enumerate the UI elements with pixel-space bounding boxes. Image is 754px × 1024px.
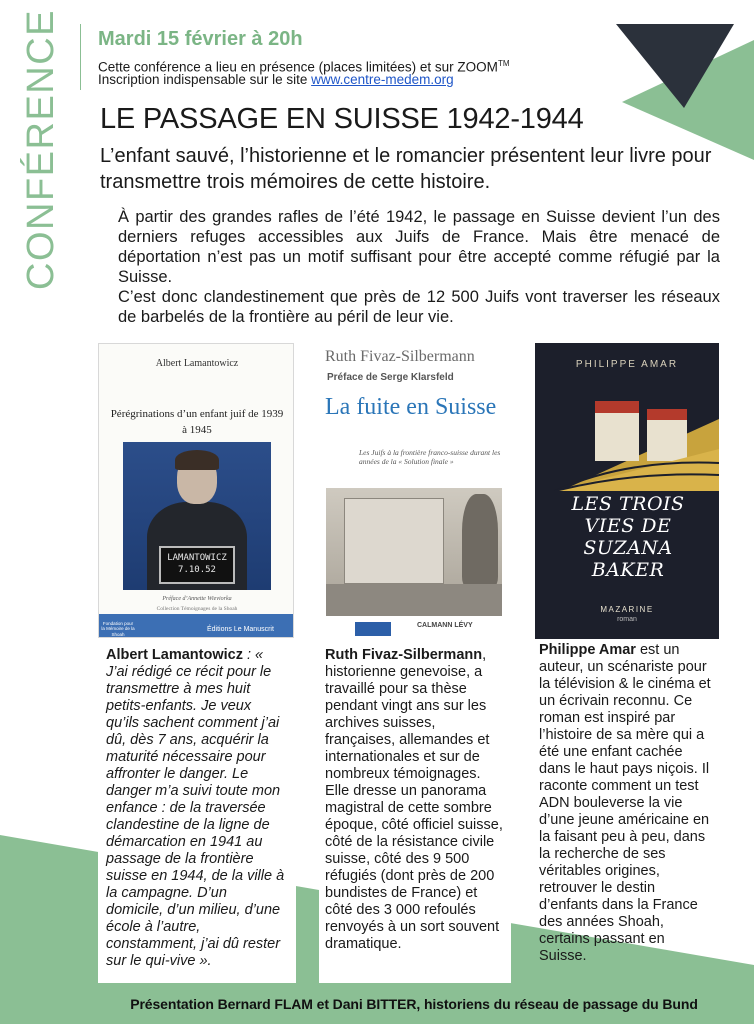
vertical-conference-title: CONFÉRENCE — [20, 8, 62, 290]
book-cover-collection: Collection Témoignages de la Shoah — [156, 606, 238, 612]
foundation-logo — [355, 622, 391, 636]
publisher-name: Éditions Le Manuscrit — [207, 626, 274, 633]
book-description-lamantowicz: Albert Lamantowicz : « J’ai rédigé ce récit pour le transmettre à mes huit petits-enfants. Je veux qu’ils sachent comment j’ai dû, dès 7 ans, acquérir la maturité nécessaire pour affronter le danger. Le danger m’a suivi toute mon enfance : de la traversée clandestine de la ligne de démarcation en 1941 au passage de la frontière suisse en 1944, de la ville à la campagne. D’un domicile, d’un milieu, d’une école à l’autre, constamment, j’ai dû rester sur le qui-vive ». — [98, 643, 296, 983]
book-cover-author: Albert Lamantowicz — [155, 358, 239, 369]
divider-line — [80, 24, 81, 90]
intro-paragraph-2: C’est donc clandestinement que près de 12 500 Juifs vont traverser les réseaux de barbelés de la frontière au péril de leur vie. — [118, 288, 720, 326]
book-cover-preface: Préface de Serge Klarsfeld — [327, 372, 454, 383]
intro-text — [118, 207, 720, 327]
book-genre: roman — [617, 616, 637, 623]
book-description-amar: Philippe Amar est un auteur, un scénariste pour la télévision & le cinéma et un écrivain reconnu. Ce roman est inspiré par l’histoire de sa mère qui a été une enfant cachée dans le haut pays niçois. Il raconte comment un test ADN bouleverse la vie d’une jeune américaine en la faisant peu à peu, dans la recherche de ses véritables origines, retrouver le destin d’enfants dans la France des années Shoah, certains passant en Suisse. — [539, 642, 711, 964]
book-cover-title: La fuite en Suisse — [325, 394, 497, 420]
author-name: Philippe Amar — [539, 642, 636, 658]
intro-paragraph-1: À partir des grandes rafles de l’été 1942, le passage en Suisse devient l’un des derniers refuges accessibles aux Juifs de France. Mais être menacé de déportation n’est pas un motif suffisant pour être accepté comme réfugié par la Suisse. — [118, 208, 720, 286]
book-cover-fivaz — [319, 346, 508, 640]
book-cover-title: Pérégrinations d’un enfant juif de 1939 à 1945 — [110, 408, 284, 436]
publisher-name: CALMANN LÉVY — [417, 622, 473, 629]
page-title: LE PASSAGE EN SUISSE 1942-1944 — [100, 103, 584, 135]
dark-corner-triangle — [616, 24, 734, 108]
book-cover-amar — [535, 343, 719, 639]
author-name: Albert Lamantowicz — [106, 647, 243, 663]
book-cover-lamantowicz — [98, 343, 294, 638]
author-name: Ruth Fivaz-Silbermann — [325, 647, 483, 663]
attendance-info: Cette conférence a lieu en présence (places limitées) et sur ZOOM™ — [98, 59, 510, 75]
publisher-name: MAZARINE — [600, 605, 654, 614]
presenters-footer: Présentation Bernard FLAM et Dani BITTER, historiens du réseau de passage du Bund — [130, 996, 698, 1012]
book-cover-author: PHILIPPE AMAR — [575, 359, 679, 370]
name-slate: LAMANTOWICZ 7.10.52 — [159, 546, 235, 584]
ship-illustration — [535, 379, 719, 491]
site-link[interactable]: www.centre-medem.org — [311, 72, 454, 87]
book-description-fivaz: Ruth Fivaz-Silbermann, historienne genevoise, a travaillé pour sa thèse pendant vingt ans sur les archives suisses, françaises, allemandes et internationales et sur de nombreux témoignages. Elle dresse un panorama magistral de cette sombre époque, côté officiel suisse, côté de la résistance civile suisse, côté des 9 500 réfugiés (dont près de 200 bundistes de France) et côté des 3 000 refoulés renvoyés à un sort souvent dramatique. — [319, 643, 511, 983]
book-cover-photo — [123, 442, 271, 590]
registration-info: Inscription indispensable sur le site www.centre-medem.org — [98, 72, 454, 87]
book-cover-title: LES TROIS VIES DE SUZANA BAKER — [571, 493, 685, 581]
page-subtitle: L’enfant sauvé, l’historienne et le romancier présentent leur livre pour transmettre trois mémoires de cette histoire. — [100, 145, 712, 193]
foundation-logo: Fondation pour la Mémoire de la Shoah — [101, 620, 135, 637]
publisher-logos — [355, 620, 475, 638]
book-cover-author: Ruth Fivaz-Silbermann — [325, 348, 475, 365]
book-cover-tagline: Les Juifs à la frontière franco-suisse durant les années de la « Solution finale » — [359, 448, 501, 466]
book-cover-preface: Préface d’Annette Wieviorka — [162, 596, 232, 602]
trademark-sup: TM — [497, 59, 510, 68]
event-date: Mardi 15 février à 20h — [98, 28, 303, 50]
book-cover-photo — [326, 488, 502, 616]
